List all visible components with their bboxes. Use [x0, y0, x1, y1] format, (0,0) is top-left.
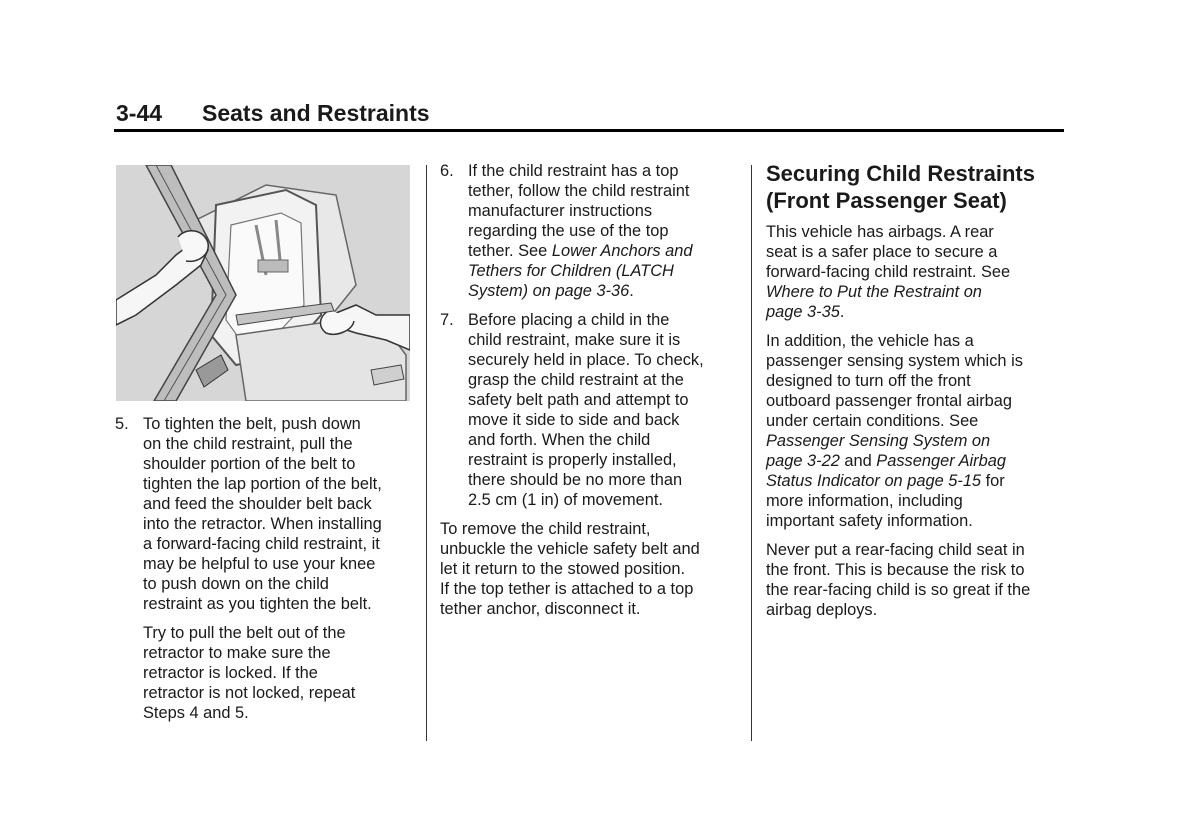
step-number: 5.: [115, 415, 129, 433]
text-run: tether. See: [468, 242, 552, 260]
step-text: [468, 310, 704, 510]
cross-reference: page 3-35: [766, 303, 840, 321]
text-line: grasp the child restraint at the: [468, 371, 684, 389]
cross-reference: Where to Put the Restraint on: [766, 283, 982, 301]
text-line: This vehicle has airbags. A rear: [766, 223, 994, 241]
text-line: to push down on the child: [143, 575, 329, 593]
text-line: regarding the use of the top: [468, 222, 669, 240]
text-run: .: [629, 282, 634, 300]
text-line: [468, 241, 692, 261]
cross-reference: Tethers for Children (LATCH: [468, 262, 674, 280]
step-5-followup: [143, 623, 413, 723]
rear-facing-warning-paragraph: [766, 540, 1066, 620]
heading-line: Securing Child Restraints: [766, 161, 1035, 186]
text-line: retractor to make sure the: [143, 644, 331, 662]
illustration-drawing: [116, 165, 410, 401]
text-line: let it return to the stowed position.: [440, 560, 686, 578]
text-line: shoulder portion of the belt to: [143, 455, 356, 473]
text-line: and feed the shoulder belt back: [143, 495, 372, 513]
header-rule: [114, 129, 1064, 132]
text-line: unbuckle the vehicle safety belt and: [440, 540, 700, 558]
text-line: [766, 451, 1066, 471]
child-restraint-illustration: [116, 165, 410, 401]
text-line: If the child restraint has a top: [468, 162, 679, 180]
text-line: manufacturer instructions: [468, 202, 653, 220]
text-line: tether anchor, disconnect it.: [440, 600, 641, 618]
text-line: outboard passenger frontal airbag: [766, 392, 1013, 410]
text-line: [468, 261, 692, 281]
step-text: [143, 414, 382, 614]
text-line: To remove the child restraint,: [440, 520, 651, 538]
text-line: designed to turn off the front: [766, 372, 971, 390]
text-line: If the top tether is attached to a top: [440, 580, 694, 598]
text-line: safety belt path and attempt to: [468, 391, 689, 409]
passenger-sensing-paragraph: [766, 331, 1066, 531]
text-line: [766, 302, 1066, 322]
text-line: restraint is properly installed,: [468, 451, 677, 469]
text-line: a forward-facing child restraint, it: [143, 535, 380, 553]
heading-line: (Front Passenger Seat): [766, 188, 1007, 213]
text-line: tighten the lap portion of the belt,: [143, 475, 382, 493]
airbag-paragraph: [766, 222, 1066, 322]
text-line: [766, 471, 1066, 491]
section-heading: [766, 160, 1066, 214]
step-6: [440, 161, 740, 301]
text-line: move it side to side and back: [468, 411, 680, 429]
step-text: [468, 161, 692, 301]
text-line: Before placing a child in the: [468, 311, 670, 329]
text-line: airbag deploys.: [766, 601, 878, 619]
text-line: important safety information.: [766, 512, 973, 530]
text-line: Try to pull the belt out of the: [143, 624, 346, 642]
step-7: [440, 310, 740, 510]
cross-reference: Lower Anchors and: [551, 242, 693, 260]
cross-reference: page 3-22: [766, 452, 840, 470]
text-line: tether, follow the child restraint: [468, 182, 690, 200]
column-divider-right: [751, 165, 752, 741]
text-line: 2.5 cm (1 in) of movement.: [468, 491, 663, 509]
cross-reference: Passenger Sensing System on: [766, 432, 991, 450]
text-run: for: [981, 472, 1005, 490]
section-title: Seats and Restraints: [202, 100, 430, 126]
text-run: and: [839, 452, 877, 470]
text-line: retractor is locked. If the: [143, 664, 318, 682]
text-line: the rear-facing child is so great if the: [766, 581, 1031, 599]
page-number: 3-44: [116, 100, 163, 126]
text-line: [468, 281, 692, 301]
remove-restraint-paragraph: [440, 519, 745, 619]
text-line: seat is a safer place to secure a: [766, 243, 998, 261]
text-line: on the child restraint, pull the: [143, 435, 353, 453]
text-line: [766, 431, 1066, 451]
page-header: [116, 100, 1064, 132]
text-line: To tighten the belt, push down: [143, 415, 361, 433]
text-line: child restraint, make sure it is: [468, 331, 681, 349]
text-line: retractor is not locked, repeat: [143, 684, 356, 702]
cross-reference: System) on page 3-36: [468, 282, 630, 300]
step-5: [115, 414, 415, 614]
text-line: forward-facing child restraint. See: [766, 263, 1011, 281]
text-line: In addition, the vehicle has a: [766, 332, 974, 350]
text-line: the front. This is because the risk to: [766, 561, 1025, 579]
text-line: Steps 4 and 5.: [143, 704, 249, 722]
text-line: under certain conditions. See: [766, 412, 979, 430]
text-run: .: [839, 303, 845, 321]
cross-reference: Passenger Airbag: [876, 452, 1006, 470]
text-line: more information, including: [766, 492, 963, 510]
text-line: may be helpful to use your knee: [143, 555, 376, 573]
text-line: [766, 282, 1066, 302]
text-line: securely held in place. To check,: [468, 351, 704, 369]
text-line: restraint as you tighten the belt.: [143, 595, 372, 613]
text-line: into the retractor. When installing: [143, 515, 382, 533]
text-line: Never put a rear-facing child seat in: [766, 541, 1025, 559]
step-number: 7.: [440, 311, 454, 329]
step-number: 6.: [440, 162, 454, 180]
text-line: there should be no more than: [468, 471, 683, 489]
cross-reference: Status Indicator on page 5-15: [766, 472, 982, 490]
text-line: and forth. When the child: [468, 431, 651, 449]
column-divider-left: [426, 165, 427, 741]
text-line: passenger sensing system which is: [766, 352, 1023, 370]
